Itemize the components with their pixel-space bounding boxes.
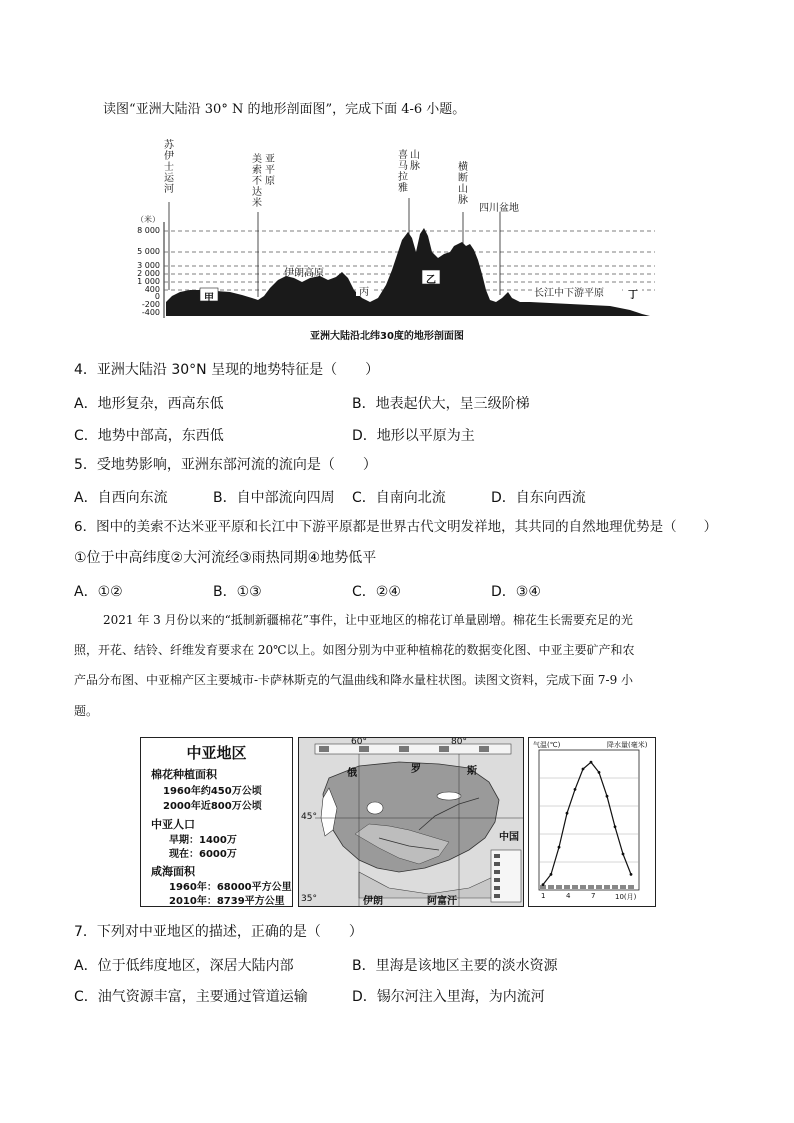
- q7-stem: 7．下列对中亚地区的描述，正确的是（ ）: [74, 924, 363, 940]
- temperature-point: [630, 873, 633, 876]
- q5-option-d[interactable]: D．自东向西流: [491, 490, 586, 506]
- temperature-point: [558, 846, 561, 849]
- intro-text-1: 读图“亚洲大陆沿 30° N 的地形剖面图”，完成下面 4-6 小题。: [103, 102, 466, 117]
- q7-option-c[interactable]: C．油气资源丰富，主要通过管道运输: [74, 989, 308, 1005]
- tick-1000: 1 000: [137, 277, 160, 286]
- label-hengduan: 横断山脉: [458, 162, 468, 206]
- population-heading: 中亚人口: [151, 818, 195, 831]
- map-label-china: 中国: [499, 832, 519, 843]
- temperature-point: [606, 795, 609, 798]
- month-7: 7: [591, 892, 596, 900]
- temperature-point: [590, 761, 593, 764]
- intro-text-2-line4: 题。: [74, 704, 99, 718]
- central-asia-info-box: [140, 737, 293, 907]
- map-lat-45: 45°: [301, 812, 317, 822]
- intro-text-2-line2: 照，开花、结铃、纤维发育要求在 20℃以上。如图分别为中亚种植棉花的数据变化图、中亚主要矿产和农: [74, 643, 635, 657]
- precipitation-bar: [556, 885, 562, 889]
- q4-option-b[interactable]: B．地表起伏大，呈三级阶梯: [352, 396, 530, 412]
- q4-stem: 4．亚洲大陆沿 30°N 呈现的地势特征是（ ）: [74, 362, 380, 378]
- precipitation-bar: [628, 885, 634, 889]
- q7-option-d[interactable]: D．锡尔河注入里海，为内流河: [352, 989, 545, 1005]
- map-label-russia-1: 俄: [347, 768, 357, 779]
- climate-chart-panel: [528, 737, 656, 907]
- label-sichuan-basin: 四川盆地: [479, 203, 519, 214]
- population-now: 现在：6000万: [169, 849, 237, 860]
- label-yangtze-plain: 长江中下游平原: [534, 288, 604, 299]
- temperature-point: [566, 812, 569, 815]
- label-mesopotamia-b: 亚 平 原: [265, 154, 275, 187]
- temperature-point: [614, 825, 617, 828]
- tick-0: 0: [154, 292, 160, 301]
- precipitation-bar: [564, 885, 570, 889]
- profile-caption: 亚洲大陆沿北纬30度的地形剖面图: [310, 331, 464, 342]
- label-bing: 丙: [359, 287, 369, 298]
- month-1: 1: [541, 892, 546, 900]
- tick-5000: 5 000: [137, 247, 160, 256]
- q6-items: ①位于中高纬度②大河流经③雨热同期④地势低平: [74, 550, 377, 566]
- q6-option-d[interactable]: D．③④: [491, 584, 541, 600]
- q5-option-b[interactable]: B．自中部流向四周: [213, 490, 335, 506]
- label-himalaya-b: 山 脉: [410, 150, 420, 172]
- label-mesopotamia-a: 美 索 不 达 米: [252, 154, 262, 209]
- precipitation-bar: [580, 885, 586, 889]
- cotton-area-1960: 1960年约450万公顷: [163, 786, 262, 797]
- precipitation-bar: [596, 885, 602, 889]
- map-label-russia-3: 斯: [467, 766, 477, 777]
- label-iran-plateau: 伊朗高原: [284, 268, 324, 279]
- aral-sea-heading: 咸海面积: [151, 865, 195, 878]
- temperature-point: [542, 883, 545, 886]
- tick-2000: 2 000: [137, 269, 160, 278]
- terrain-profile-figure: [130, 140, 670, 345]
- central-asia-map: [298, 737, 524, 907]
- label-suez: 苏伊士运河: [164, 140, 174, 195]
- precipitation-bar: [572, 885, 578, 889]
- terrain-profile-svg: [130, 140, 670, 345]
- q4-option-a[interactable]: A．地形复杂，西高东低: [74, 396, 224, 412]
- precipitation-bar: [548, 885, 554, 889]
- tick-3000: 3 000: [137, 261, 160, 270]
- q6-option-a[interactable]: A．①②: [74, 584, 123, 600]
- map-label-afghanistan: 阿富汗: [427, 896, 457, 907]
- precip-axis-unit: 降水量(毫米): [607, 741, 648, 749]
- month-4: 4: [566, 892, 571, 900]
- map-label-iran: 伊朗: [363, 896, 383, 907]
- precipitation-bar: [588, 885, 594, 889]
- cotton-area-2000: 2000年近800万公顷: [163, 801, 262, 812]
- label-himalaya-a: 喜 马 拉 雅: [398, 150, 408, 194]
- intro-text-2-line1: 2021 年 3 月份以来的“抵制新疆棉花”事件，让中亚地区的棉花订单量剧增。棉花生长需要充足的光: [103, 613, 633, 627]
- tick-8000: 8 000: [137, 226, 160, 235]
- q6-option-b[interactable]: B．①③: [213, 584, 262, 600]
- aral-sea-1960: 1960年：68000平方公里: [169, 882, 292, 893]
- temp-axis-unit: 气温(℃): [533, 741, 561, 749]
- precipitation-bar: [620, 885, 626, 889]
- label-yi: 乙: [426, 275, 436, 286]
- tick-neg200: -200: [141, 300, 160, 309]
- tick-neg400: -400: [141, 308, 160, 317]
- q7-option-a[interactable]: A．位于低纬度地区，深居大陆内部: [74, 958, 294, 974]
- q6-option-c[interactable]: C．②④: [352, 584, 401, 600]
- y-unit: （米）: [136, 215, 160, 224]
- precipitation-bar: [612, 885, 618, 889]
- info-box-title: 中亚地区: [186, 744, 247, 762]
- map-label-russia-2: 罗: [411, 764, 421, 775]
- map-lon-60: 60°: [351, 737, 367, 747]
- temperature-point: [622, 853, 625, 856]
- label-jia: 甲: [204, 293, 214, 304]
- q4-option-d[interactable]: D．地形以平原为主: [352, 428, 475, 444]
- label-ding: 丁: [628, 290, 638, 301]
- q6-stem: 6．图中的美索不达米亚平原和长江中下游平原都是世界古代文明发祥地，其共同的自然地理优势是（ ）: [74, 519, 718, 535]
- temperature-point: [582, 768, 585, 771]
- cotton-area-heading: 棉花种植面积: [151, 768, 217, 781]
- map-lon-80: 80°: [451, 737, 467, 747]
- month-10: 10(月): [615, 893, 637, 901]
- q5-option-c[interactable]: C．自南向北流: [352, 490, 446, 506]
- tick-400: 400: [144, 285, 160, 294]
- q7-option-b[interactable]: B．里海是该地区主要的淡水资源: [352, 958, 558, 974]
- climate-chart-svg: [529, 738, 657, 908]
- aral-sea-2010: 2010年：8739平方公里: [169, 896, 285, 907]
- intro-text-2-line3: 产品分布图、中亚棉产区主要城市-卡萨林斯克的气温曲线和降水量柱状图。读图文资料，完成下面 7-9 小: [74, 673, 634, 687]
- population-early: 早期：1400万: [169, 835, 237, 846]
- temperature-point: [598, 771, 601, 774]
- map-lat-35: 35°: [301, 894, 317, 904]
- q5-stem: 5．受地势影响，亚洲东部河流的流向是（ ）: [74, 457, 377, 473]
- temperature-point: [550, 873, 553, 876]
- temperature-point: [574, 788, 577, 791]
- precipitation-bar: [604, 885, 610, 889]
- temperature-curve: [543, 762, 631, 884]
- q5-option-a[interactable]: A．自西向东流: [74, 490, 168, 506]
- q4-option-c[interactable]: C．地势中部高，东西低: [74, 428, 224, 444]
